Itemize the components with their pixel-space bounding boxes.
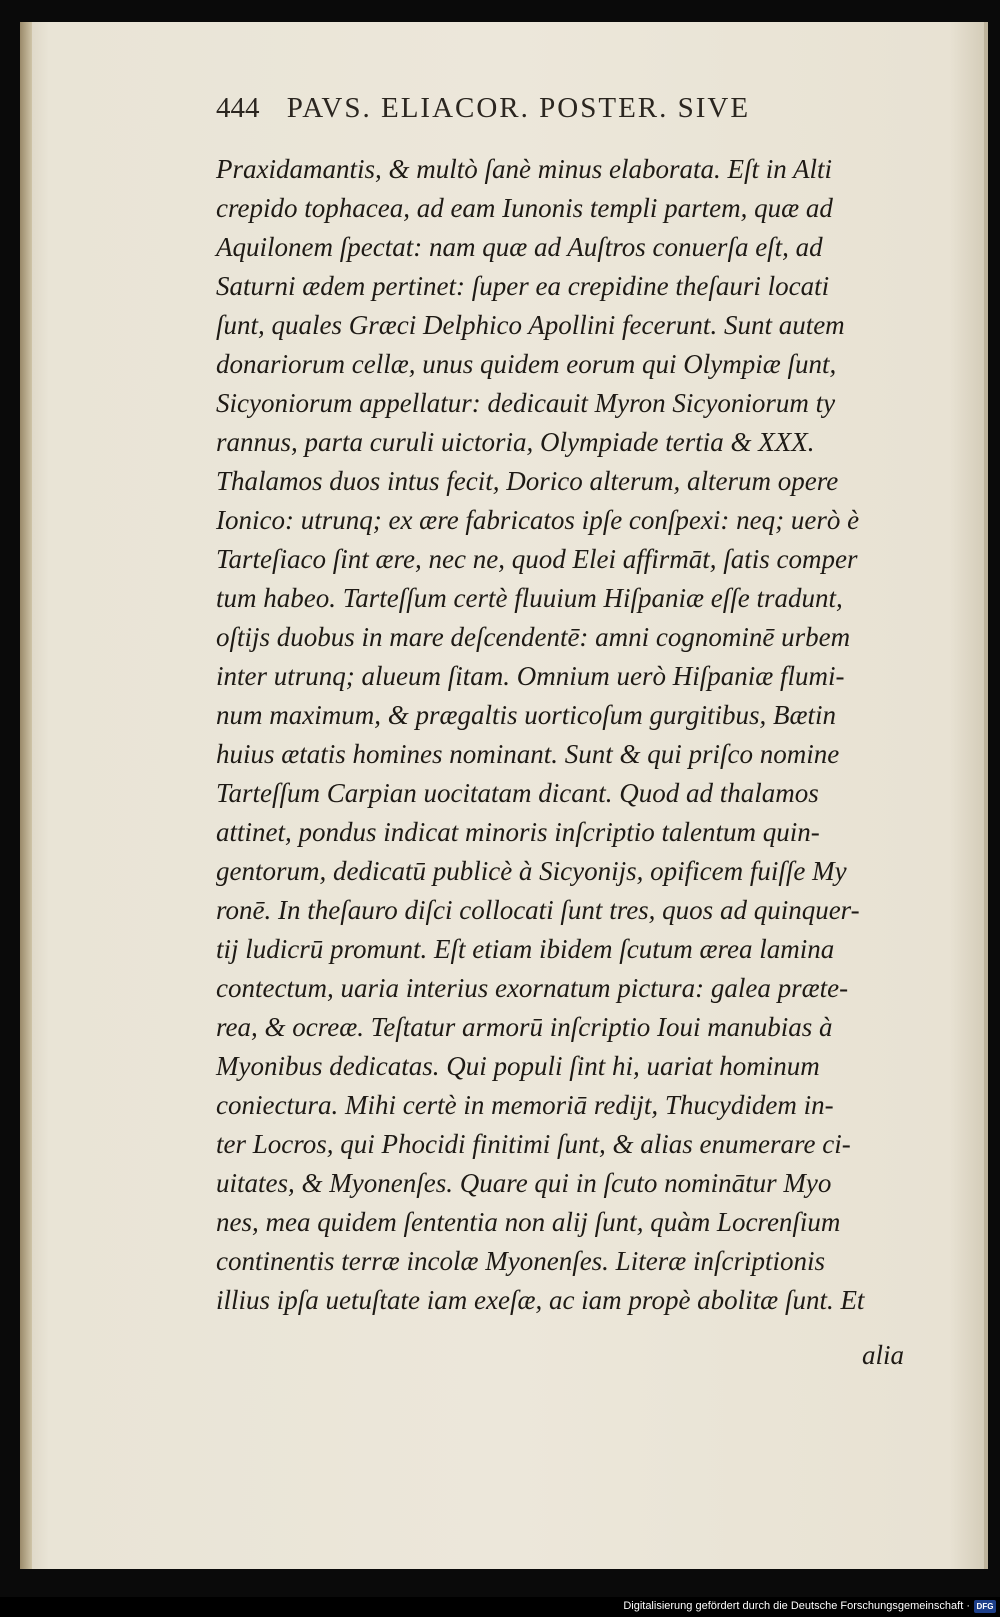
page-edge <box>984 22 988 1569</box>
text-line: rannus, parta curuli uictoria, Olympiade tertia & XXX. <box>216 427 815 457</box>
text-line: Saturni ædem pertinet: ſuper ea crepidine theſauri locati <box>216 271 830 301</box>
body-text <box>216 150 916 1320</box>
text-line: Praxidamantis, & multò ſanè minus elaborata. Eſt in Alti <box>216 154 832 184</box>
text-line: crepido tophacea, ad eam Iunonis templi partem, quæ ad <box>216 193 833 223</box>
text-line: tij ludicrū promunt. Eſt etiam ibidem ſcutum ærea lamina <box>216 934 835 964</box>
text-line: ſunt, quales Græci Delphico Apollini fecerunt. Sunt autem <box>216 310 845 340</box>
catchword: alia <box>862 1340 905 1370</box>
text-line: inter utrunq; alueum ſitam. Omnium uerò Hiſpaniæ flumi- <box>216 661 845 691</box>
text-line: uitates, & Myonenſes. Quare qui in ſcuto nominātur Myo <box>216 1168 832 1198</box>
text-line: continentis terræ incolæ Myonenſes. Literæ inſcriptionis <box>216 1246 825 1276</box>
text-line: Tarteſiaco ſint ære, nec ne, quod Elei affirmāt, ſatis comper <box>216 544 858 574</box>
text-line: Myonibus dedicatas. Qui populi ſint hi, uariat hominum <box>216 1051 820 1081</box>
text-line: num maximum, & prægaltis uorticoſum gurgitibus, Bætin <box>216 700 837 730</box>
running-header <box>216 92 906 125</box>
text-line: huius ætatis homines nominant. Sunt & qui priſco nomine <box>216 739 840 769</box>
text-line: illius ipſa uetuſtate iam exeſæ, ac iam propè abolitæ ſunt. Et <box>216 1285 865 1315</box>
text-line: rea, & ocreæ. Teſtatur armorū inſcriptio Ioui manubias à <box>216 1012 833 1042</box>
page-number: 444 <box>216 92 260 124</box>
text-line: coniectura. Mihi certè in memoriā redijt, Thucydidem in- <box>216 1090 834 1120</box>
dfg-logo: DFG <box>974 1600 996 1613</box>
text-line: gentorum, dedicatū publicè à Sicyonijs, opificem fuiſſe My <box>216 856 847 886</box>
text-line: nes, mea quidem ſententia non alij ſunt, quàm Locrenſium <box>216 1207 841 1237</box>
text-line: contectum, uaria interius exornatum pictura: galea præte- <box>216 973 849 1003</box>
text-line: Tarteſſum Carpian uocitatam dicant. Quod ad thalamos <box>216 778 819 808</box>
text-line: donariorum cellæ, unus quidem eorum qui Olympiæ ſunt, <box>216 349 837 379</box>
text-line: oſtijs duobus in mare deſcendentē: amni cognominē urbem <box>216 622 851 652</box>
running-title: PAVS. ELIACOR. POSTER. SIVE <box>286 92 751 124</box>
page-gutter <box>20 22 32 1569</box>
digitization-credit: Digitalisierung gefördert durch die Deutsche Forschungsgemeinschaft · <box>623 1600 970 1612</box>
text-line: tum habeo. Tarteſſum certè fluuium Hiſpaniæ eſſe tradunt, <box>216 583 843 613</box>
text-line: Sicyoniorum appellatur: dedicauit Myron Sicyoniorum ty <box>216 388 836 418</box>
text-line: attinet, pondus indicat minoris inſcriptio talentum quin- <box>216 817 820 847</box>
text-line: ronē. In theſauro diſci collocati ſunt tres, quos ad quinquer- <box>216 895 860 925</box>
text-line: Thalamos duos intus fecit, Dorico alterum, alterum opere <box>216 466 839 496</box>
text-line: Ionico: utrunq; ex ære fabricatos ipſe conſpexi: neq; uerò è <box>216 505 860 535</box>
text-line: ter Locros, qui Phocidi finitimi ſunt, & alias enumerare ci- <box>216 1129 851 1159</box>
text-line: Aquilonem ſpectat: nam quæ ad Auſtros conuerſa eſt, ad <box>216 232 823 262</box>
